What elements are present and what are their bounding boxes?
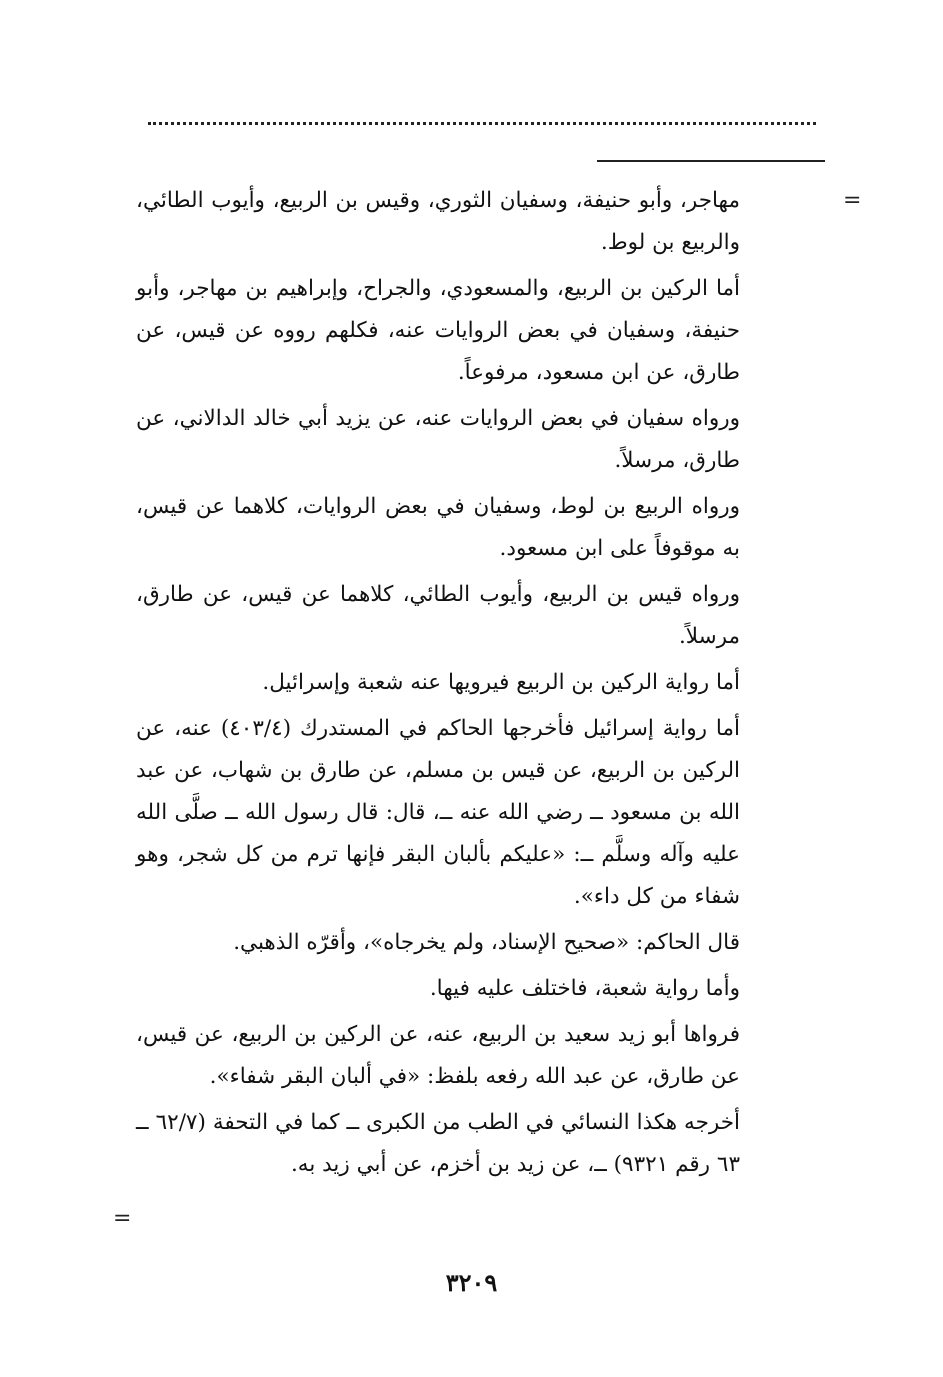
paragraph: أما الركين بن الربيع، والمسعودي، والجراح، وإبراهيم بن مهاجر، وأبو حنيفة، وسفيان في بعض الروايات عنه، فكلهم رووه عن قيس، عن طارق، عن ابن مسعود، مرفوعاً.	[136, 276, 740, 385]
paragraph: قال الحاكم: «صحيح الإسناد، ولم يخرجاه»، وأقرّه الذهبي.	[233, 930, 740, 955]
paragraph: ورواه الربيع بن لوط، وسفيان في بعض الروايات، كلاهما عن قيس، به موقوفاً على ابن مسعود.	[136, 494, 740, 561]
footnote-text-block	[136, 180, 740, 1190]
paragraph: أما رواية الركين بن الربيع فيرويها عنه شعبة وإسرائيل.	[262, 670, 740, 695]
paragraph: أما رواية إسرائيل فأخرجها الحاكم في المستدرك (٤٠٣/٤) عنه، عن الركين بن الربيع، عن قيس بن مسلم، عن طارق بن شهاب، عن عبد الله بن مسعود ــ رضي الله عنه ــ، قال: قال رسول الله ــ صلَّى الله عليه وآله وسلَّم ــ: «عليكم بألبان البقر فإنها ترم من كل شجر، وهو شفاء من كل داء».	[136, 716, 740, 909]
footnote-rule	[597, 160, 825, 162]
dotted-separator	[148, 122, 816, 125]
paragraph: وأما رواية شعبة، فاختلف عليه فيها.	[429, 976, 740, 1001]
paragraph: فرواها أبو زيد سعيد بن الربيع، عنه، عن الركين بن الربيع، عن قيس، عن طارق، عن عبد الله رفعه بلفظ: «في ألبان البقر شفاء».	[136, 1022, 740, 1089]
paragraph: مهاجر، وأبو حنيفة، وسفيان الثوري، وقيس بن الربيع، وأيوب الطائي، والربيع بن لوط.	[136, 188, 740, 255]
continuation-mark-top: =	[843, 188, 862, 213]
paragraph: ورواه سفيان في بعض الروايات عنه، عن يزيد أبي خالد الدالاني، عن طارق، مرسلاً.	[136, 406, 740, 473]
continuation-mark-bottom: =	[113, 1206, 132, 1231]
paragraph: ورواه قيس بن الربيع، وأيوب الطائي، كلاهما عن قيس، عن طارق، مرسلاً.	[136, 582, 740, 649]
paragraph: أخرجه هكذا النسائي في الطب من الكبرى ــ كما في التحفة (٦٢/٧ ــ ٦٣ رقم ٩٣٢١) ــ، عن زيد بن أخزم، عن أبي زيد به.	[136, 1110, 741, 1177]
page-number: ٣٢٠٩	[445, 1268, 498, 1297]
